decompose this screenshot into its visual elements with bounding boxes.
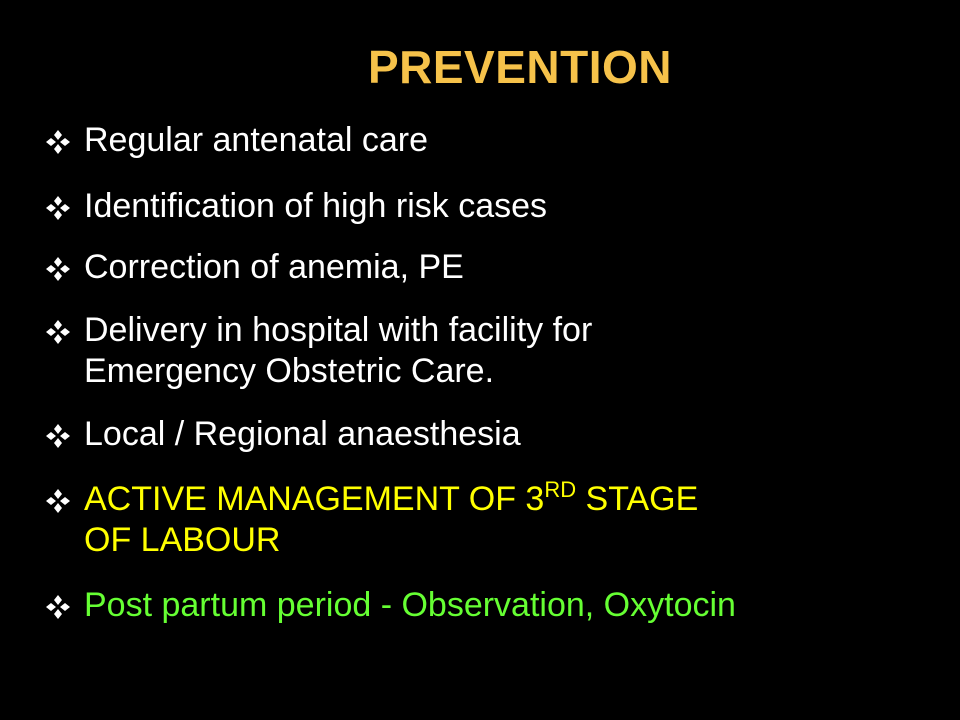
slide-title: PREVENTION <box>367 41 673 93</box>
bullet-text-suffix: STAGE <box>576 480 699 518</box>
four-diamond-bullet-icon <box>46 489 70 513</box>
bullet-text: Post partum period - Observation, Oxytocin <box>84 586 736 624</box>
bullet-text: Local / Regional anaesthesia <box>84 415 521 453</box>
four-diamond-bullet-icon <box>46 196 70 220</box>
bullet-item-anemia <box>46 247 926 288</box>
bullet-item-post-partum <box>46 585 926 626</box>
bullet-text-line2: OF LABOUR <box>84 521 281 559</box>
four-diamond-bullet-icon <box>46 130 70 154</box>
bullet-text-superscript: RD <box>544 477 577 502</box>
bullet-text-line1: Delivery in hospital with facility for <box>84 311 593 349</box>
bullet-item-antenatal-care <box>46 120 926 161</box>
four-diamond-bullet-icon <box>46 595 70 619</box>
bullet-text: Regular antenatal care <box>84 121 429 159</box>
four-diamond-bullet-icon <box>46 320 70 344</box>
bullet-text: Correction of anemia, PE <box>84 248 464 286</box>
bullet-item-active-management <box>46 479 926 561</box>
four-diamond-bullet-icon <box>46 257 70 281</box>
bullet-list <box>46 120 926 626</box>
bullet-item-hospital-delivery <box>46 310 926 392</box>
bullet-text-line2: Emergency Obstetric Care. <box>84 352 495 390</box>
bullet-text-prefix: ACTIVE MANAGEMENT OF 3 <box>84 480 545 518</box>
bullet-text: Identification of high risk cases <box>84 187 548 225</box>
four-diamond-bullet-icon <box>46 424 70 448</box>
bullet-item-high-risk <box>46 186 926 227</box>
bullet-item-anaesthesia <box>46 414 926 455</box>
